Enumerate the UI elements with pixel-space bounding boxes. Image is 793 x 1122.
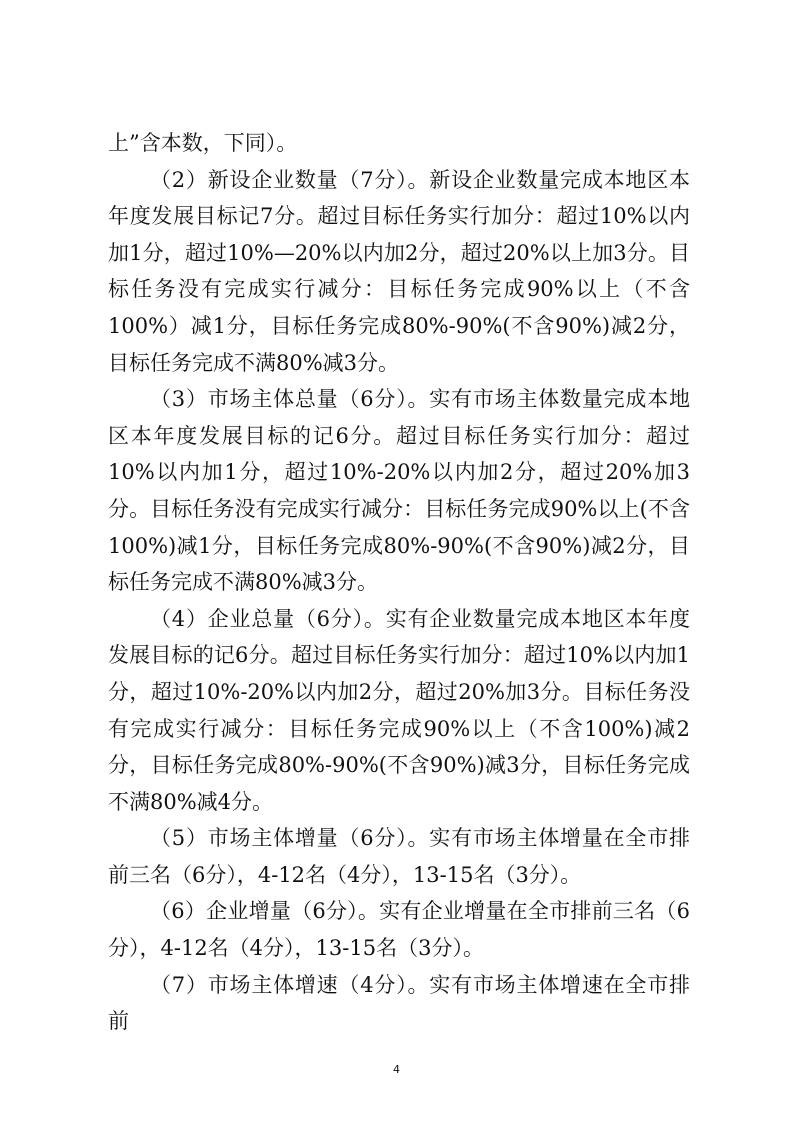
- paragraph-market-entity-growth-rate: （7）市场主体增速（4分）。实有市场主体增速在全市排前: [108, 972, 690, 1034]
- paragraph-enterprise-increase: （6）企业增量（6分）。实有企业增量在全市排前三名（6分），4-12名（4分），13-15名（3分）。: [108, 899, 690, 961]
- paragraph-enterprise-total: （4）企业总量（6分）。实有企业数量完成本地区本年度发展目标的记6分。超过目标任务实行加分：超过10%以内加1分，超过10%-20%以内加2分，超过20%加3分。目标任务没有完成实行减分：目标任务完成90%以上（不含100%)减2分，目标任务完成80%-90%(不含90%)减3分，目标任务完成不满80%减4分。: [108, 606, 690, 814]
- paragraph-continuation: 上”含本数，下同）。: [108, 131, 298, 155]
- paragraph-market-entity-increase: （5）市场主体增量（6分）。实有市场主体增量在全市排前三名（6分），4-12名（4分），13-15名（3分）。: [108, 826, 690, 887]
- body-text: [108, 125, 690, 1040]
- paragraph-market-entity-total: （3）市场主体总量（6分）。实有市场主体数量完成本地区本年度发展目标的记6分。超过目标任务实行加分：超过10%以内加1分，超过10%-20%以内加2分，超过20%加3分。目标任务没有完成实行减分：目标任务完成90%以上(不含100%)减1分，目标任务完成80%-90%(不含90%)减2分，目标任务完成不满80%减3分。: [108, 387, 690, 595]
- page-number: 4: [393, 1063, 400, 1076]
- paragraph-new-enterprises: （2）新设企业数量（7分）。新设企业数量完成本地区本年度发展目标记7分。超过目标任务实行加分：超过10%以内加1分，超过10%—20%以内加2分，超过20%以上加3分。目标任务没有完成实行减分：目标任务完成90%以上（不含100%）减1分，目标任务完成80%-90%(不含90%)减2分，目标任务完成不满80%减3分。: [108, 167, 690, 375]
